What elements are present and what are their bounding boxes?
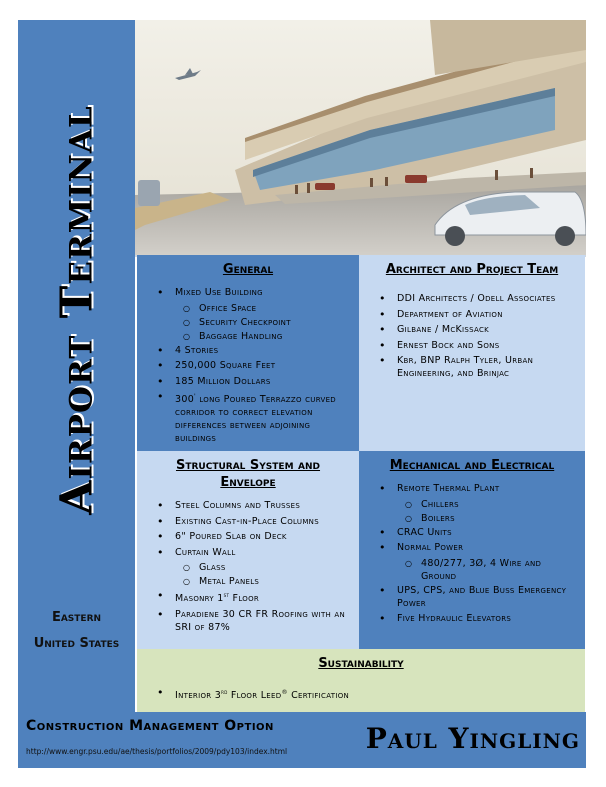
corridor-unit: ' [194,393,196,400]
mechanical-panel [359,451,585,649]
leed-middle: Floor Leed [227,690,282,702]
list-subitem: ○ 480/277, 3Ø, 4 Wire and Ground [379,557,573,583]
list-subitem: ○ Metal Panels [157,575,347,588]
leed-suffix: Certification [287,690,350,702]
sustainability-panel [137,649,585,712]
list-item: • 6" Poured Slab on Deck [157,530,347,543]
list-item: • 4 Stories [157,344,347,357]
list-subitem: ○ Chillers [379,498,573,511]
list-item: • Steel Columns and Trusses [157,499,347,512]
sustainability-list [149,686,573,702]
terminal-rendering-image [135,20,586,257]
list-item-leed [157,686,573,702]
author-name: Paul Yingling [365,722,580,755]
title-area [18,60,135,560]
list-item: • Existing Cast-in-Place Columns [157,515,347,528]
list-item: • Ernest Bock and Sons [379,339,573,352]
list-item: • Gilbane / McKissack [379,323,573,336]
list-item: • 185 Million Dollars [157,375,347,388]
structural-heading: Structural System and Envelope [175,458,321,490]
list-item: • Five Hydraulic Elevators [379,612,573,625]
masonry-text: Masonry 1 [175,593,224,605]
architect-heading: Architect and Project Team [385,262,559,277]
masonry-ordinal: st [223,592,230,599]
list-item-corridor [157,390,347,445]
location-line-1: Eastern [51,610,102,625]
list-subitem: ○ Office Space [157,302,347,315]
list-subitem: ○ Boilers [379,512,573,525]
list-item-masonry [157,589,347,605]
architect-list [371,292,573,380]
list-item: • 250,000 Square Feet [157,359,347,372]
list-item: • Paradiene 30 CR FR Roofing with an SRI of 87% [157,608,347,634]
list-item: • DDI Architects / Odell Associates [379,292,573,305]
location-line-2: United States [33,636,120,651]
sustainability-heading: Sustainability [318,656,404,671]
list-item: • UPS, CPS, and Blue Buss Emergency Power [379,584,573,610]
general-list [149,286,347,445]
corridor-text: long Poured Terrazzo curved corridor to correct elevation differences between adjoining buildings [175,394,336,445]
portfolio-link[interactable]: http://www.engr.psu.edu/ae/thesis/portfolios/2009/pdy103/index.html [26,747,288,756]
list-subitem: ○ Baggage Handling [157,330,347,343]
leed-prefix: Interior 3 [175,690,222,702]
structural-list [149,499,347,634]
page-title: Airport Terminal [51,105,102,515]
masonry-suffix: Floor [229,593,260,605]
mechanical-list [371,482,573,625]
list-item: • Mixed Use Building [157,286,347,299]
list-item: • CRAC Units [379,526,573,539]
mechanical-heading: Mechanical and Electrical [389,458,555,473]
list-item: • Remote Thermal Plant [379,482,573,495]
list-item: • Curtain Wall [157,546,347,559]
general-panel [137,255,359,451]
list-subitem: ○ Security Checkpoint [157,316,347,329]
structural-panel [137,451,359,649]
corridor-length: 300 [175,394,195,406]
registered-mark: ® [281,689,288,696]
list-item: • Department of Aviation [379,308,573,321]
footer-option-title: Construction Management Option [26,718,274,734]
list-subitem: ○ Glass [157,561,347,574]
architect-panel [359,255,585,451]
list-item: • Normal Power [379,541,573,554]
leed-ordinal: rd [221,689,228,696]
general-heading: General [222,262,274,277]
list-item: • Kbr, BNP Ralph Tyler, Urban Engineering, and Brinjac [379,354,573,380]
